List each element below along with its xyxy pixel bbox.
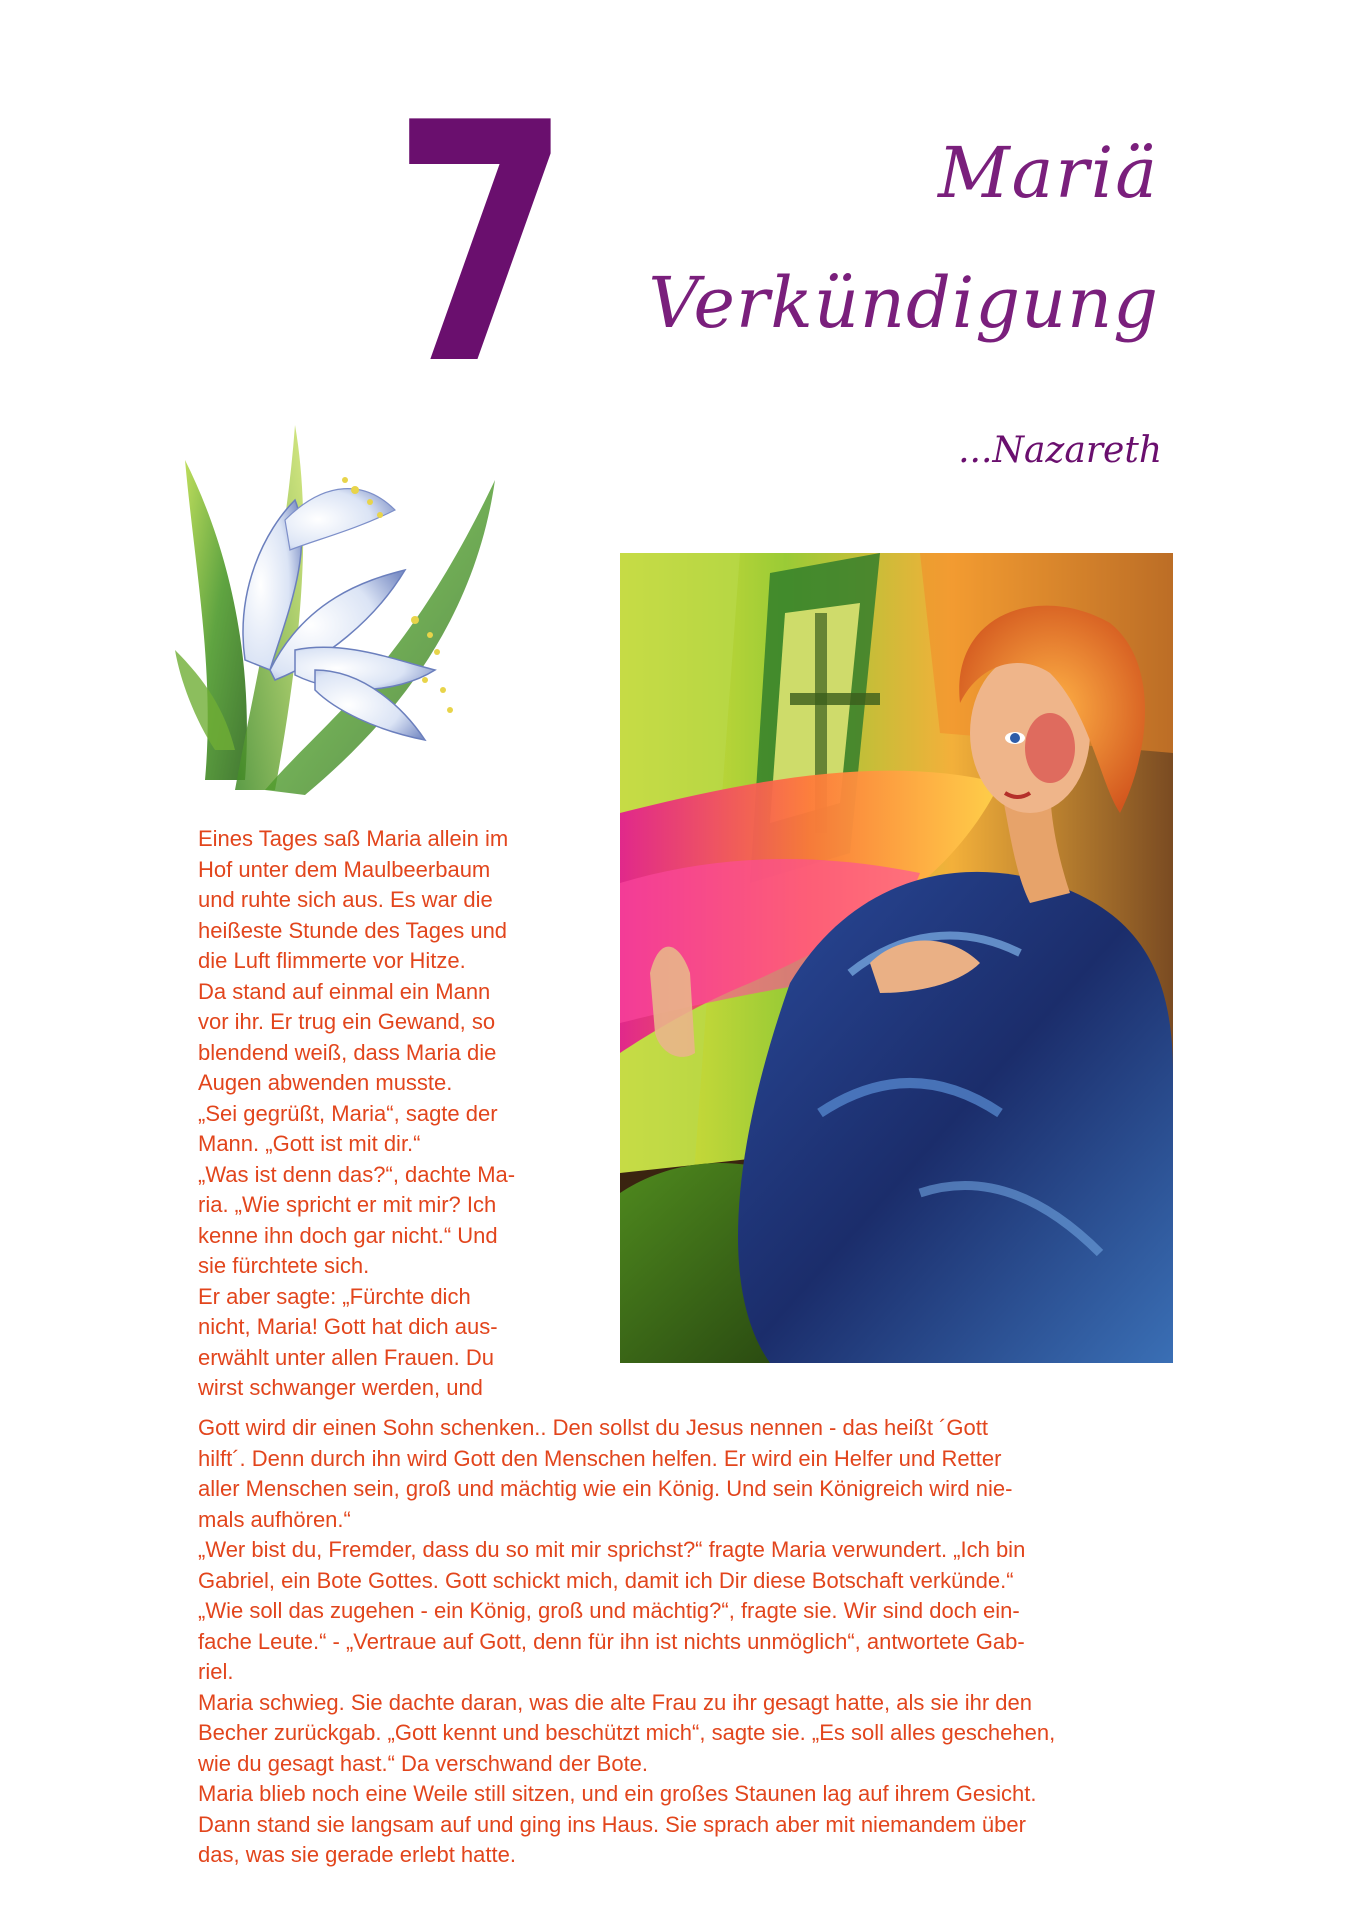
lily-illustration bbox=[175, 420, 505, 800]
text-line: Maria blieb noch eine Weile still sitzen, und ein großes Staunen lag auf ihrem Gesicht. bbox=[198, 1781, 1037, 1806]
text-line: Hof unter dem Maulbeerbaum bbox=[198, 856, 491, 882]
text-line: riel. bbox=[198, 1659, 234, 1684]
text-line: ria. „Wie spricht er mit mir? Ich bbox=[198, 1192, 497, 1217]
text-line: fache Leute.“ - „Vertraue auf Gott, denn für ihn ist nichts unmöglich“, antwortete Gab- bbox=[198, 1628, 1025, 1654]
text-line: „Wer bist du, Fremder, dass du so mit mir sprichst?“ fragte Maria verwundert. „Ich bin bbox=[198, 1537, 1026, 1562]
text-line: sie fürchtete sich. bbox=[198, 1253, 370, 1278]
text-line: wirst schwanger werden, und bbox=[198, 1375, 483, 1400]
text-line: Er aber sagte: „Fürchte dich bbox=[198, 1283, 471, 1309]
text-line: „Sei gegrüßt, Maria“, sagte der bbox=[198, 1100, 498, 1126]
text-line: die Luft flimmerte vor Hitze. bbox=[198, 948, 466, 973]
annunciation-painting bbox=[620, 553, 1173, 1363]
text-line: Gabriel, ein Bote Gottes. Gott schickt mich, damit ich Dir diese Botschaft verkünde.“ bbox=[198, 1567, 1014, 1593]
text-line: Da stand auf einmal ein Mann bbox=[198, 978, 491, 1004]
text-line: mals aufhören.“ bbox=[198, 1506, 351, 1532]
title-line-1: Mariä bbox=[938, 132, 1159, 214]
text-line: Eines Tages saß Maria allein im bbox=[198, 826, 509, 851]
text-line: „Wie soll das zugehen - ein König, groß und mächtig?“, fragte sie. Wir sind doch ein- bbox=[198, 1598, 1020, 1623]
text-line: heißeste Stunde des Tages und bbox=[198, 917, 508, 943]
subtitle: ...Nazareth bbox=[958, 430, 1162, 471]
story-text-full bbox=[198, 1413, 1188, 1871]
text-line: Augen abwenden musste. bbox=[198, 1070, 453, 1095]
text-line: Mann. „Gott ist mit dir.“ bbox=[198, 1131, 421, 1156]
text-line: Maria schwieg. Sie dachte daran, was die alte Frau zu ihr gesagt hatte, als sie ihr den bbox=[198, 1689, 1033, 1715]
text-line: kenne ihn doch gar nicht.“ Und bbox=[198, 1222, 498, 1248]
text-line: wie du gesagt hast.“ Da verschwand der Bote. bbox=[198, 1750, 649, 1776]
text-line: hilft´. Denn durch ihn wird Gott den Menschen helfen. Er wird ein Helfer und Retter bbox=[198, 1445, 1002, 1471]
text-line: das, was sie gerade erlebt hatte. bbox=[198, 1842, 516, 1867]
text-line: Dann stand sie langsam auf und ging ins Haus. Sie sprach aber mit niemandem über bbox=[198, 1811, 1026, 1837]
text-line: „Was ist denn das?“, dachte Ma- bbox=[198, 1161, 516, 1187]
text-line: Becher zurückgab. „Gott kennt und beschützt mich“, sagte sie. „Es soll alles geschehen, bbox=[198, 1720, 1056, 1745]
chapter-number: 7 bbox=[392, 53, 572, 437]
text-line: nicht, Maria! Gott hat dich aus- bbox=[198, 1314, 498, 1339]
text-line: blendend weiß, dass Maria die bbox=[198, 1039, 497, 1065]
text-line: Gott wird dir einen Sohn schenken.. Den sollst du Jesus nennen - das heißt ´Gott bbox=[198, 1415, 988, 1440]
story-text-left bbox=[198, 824, 608, 1404]
text-line: aller Menschen sein, groß und mächtig wie ein König. Und sein Königreich wird nie- bbox=[198, 1476, 1013, 1501]
text-line: vor ihr. Er trug ein Gewand, so bbox=[198, 1009, 496, 1034]
text-line: und ruhte sich aus. Es war die bbox=[198, 887, 493, 912]
text-line: erwählt unter allen Frauen. Du bbox=[198, 1344, 494, 1370]
title-line-2: Verkündigung bbox=[648, 262, 1159, 344]
